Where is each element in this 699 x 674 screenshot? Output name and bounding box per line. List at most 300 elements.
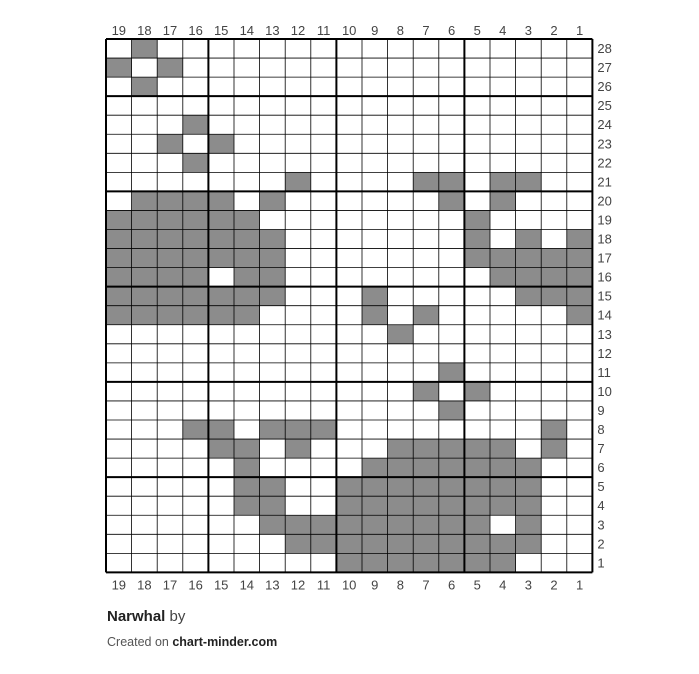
filled-cell <box>183 287 209 306</box>
empty-cell <box>567 210 593 229</box>
empty-cell <box>260 153 286 172</box>
empty-cell <box>106 401 132 420</box>
empty-cell <box>336 249 362 268</box>
empty-cell <box>541 77 567 96</box>
column-number: 16 <box>188 23 203 38</box>
empty-cell <box>464 77 490 96</box>
empty-cell <box>208 325 234 344</box>
empty-cell <box>516 153 542 172</box>
empty-cell <box>132 515 158 534</box>
column-number: 1 <box>575 23 584 38</box>
empty-cell <box>336 172 362 191</box>
empty-cell <box>106 96 132 115</box>
empty-cell <box>362 325 388 344</box>
empty-cell <box>388 210 414 229</box>
empty-cell <box>336 191 362 210</box>
empty-cell <box>439 268 465 287</box>
column-number: 11 <box>316 23 331 38</box>
empty-cell <box>260 172 286 191</box>
empty-cell <box>464 363 490 382</box>
empty-cell <box>106 534 132 553</box>
empty-cell <box>106 153 132 172</box>
empty-cell <box>260 58 286 77</box>
empty-cell <box>157 553 183 572</box>
empty-cell <box>311 230 337 249</box>
empty-cell <box>157 496 183 515</box>
empty-cell <box>208 534 234 553</box>
column-number: 12 <box>290 23 306 38</box>
filled-cell <box>516 515 542 534</box>
empty-cell <box>260 458 286 477</box>
filled-cell <box>388 477 414 496</box>
filled-cell <box>516 287 542 306</box>
column-number: 18 <box>137 577 152 593</box>
empty-cell <box>362 401 388 420</box>
filled-cell <box>388 515 414 534</box>
empty-cell <box>208 477 234 496</box>
filled-cell <box>132 77 158 96</box>
empty-cell <box>183 515 209 534</box>
empty-cell <box>260 534 286 553</box>
empty-cell <box>311 325 337 344</box>
empty-cell <box>234 553 260 572</box>
filled-cell <box>183 210 209 229</box>
empty-cell <box>260 39 286 58</box>
empty-cell <box>260 77 286 96</box>
empty-cell <box>516 58 542 77</box>
empty-cell <box>285 210 311 229</box>
empty-cell <box>183 344 209 363</box>
empty-cell <box>336 306 362 325</box>
empty-cell <box>208 344 234 363</box>
empty-cell <box>413 325 439 344</box>
empty-cell <box>362 153 388 172</box>
empty-cell <box>516 39 542 58</box>
empty-cell <box>388 382 414 401</box>
filled-cell <box>516 230 542 249</box>
empty-cell <box>516 439 542 458</box>
empty-cell <box>439 39 465 58</box>
empty-cell <box>490 39 516 58</box>
filled-cell <box>439 496 465 515</box>
empty-cell <box>285 115 311 134</box>
empty-cell <box>567 458 593 477</box>
filled-cell <box>413 172 439 191</box>
empty-cell <box>208 172 234 191</box>
empty-cell <box>362 420 388 439</box>
filled-cell <box>311 534 337 553</box>
empty-cell <box>285 401 311 420</box>
empty-cell <box>132 534 158 553</box>
empty-cell <box>388 287 414 306</box>
empty-cell <box>157 77 183 96</box>
filled-cell <box>285 172 311 191</box>
empty-cell <box>157 153 183 172</box>
empty-cell <box>413 134 439 153</box>
empty-cell <box>336 439 362 458</box>
empty-cell <box>336 210 362 229</box>
empty-cell <box>285 58 311 77</box>
column-number: 10 <box>341 577 357 593</box>
empty-cell <box>132 172 158 191</box>
empty-cell <box>285 77 311 96</box>
filled-cell <box>132 249 158 268</box>
empty-cell <box>541 172 567 191</box>
empty-cell <box>567 363 593 382</box>
empty-cell <box>285 477 311 496</box>
filled-cell <box>285 534 311 553</box>
empty-cell <box>464 325 490 344</box>
filled-cell <box>285 439 311 458</box>
empty-cell <box>567 172 593 191</box>
empty-cell <box>208 153 234 172</box>
empty-cell <box>541 306 567 325</box>
filled-cell <box>234 268 260 287</box>
empty-cell <box>567 134 593 153</box>
empty-cell <box>516 553 542 572</box>
empty-cell <box>439 115 465 134</box>
filled-cell <box>106 249 132 268</box>
row-number: 2 <box>597 536 605 552</box>
empty-cell <box>567 496 593 515</box>
empty-cell <box>260 401 286 420</box>
empty-cell <box>388 153 414 172</box>
empty-cell <box>311 191 337 210</box>
filled-cell <box>413 477 439 496</box>
empty-cell <box>567 96 593 115</box>
empty-cell <box>413 401 439 420</box>
empty-cell <box>464 191 490 210</box>
empty-cell <box>106 115 132 134</box>
empty-cell <box>234 420 260 439</box>
empty-cell <box>311 58 337 77</box>
empty-cell <box>336 287 362 306</box>
credit-line <box>107 635 277 649</box>
empty-cell <box>362 363 388 382</box>
empty-cell <box>541 401 567 420</box>
column-number: 17 <box>162 577 178 593</box>
empty-cell <box>413 39 439 58</box>
filled-cell <box>208 210 234 229</box>
empty-cell <box>183 553 209 572</box>
empty-cell <box>413 77 439 96</box>
column-number: 4 <box>499 23 507 38</box>
empty-cell <box>516 96 542 115</box>
filled-cell <box>260 268 286 287</box>
filled-cell <box>490 534 516 553</box>
empty-cell <box>183 439 209 458</box>
filled-cell <box>260 249 286 268</box>
filled-cell <box>464 210 490 229</box>
empty-cell <box>285 363 311 382</box>
column-number: 9 <box>371 577 379 593</box>
row-number: 7 <box>597 441 605 457</box>
filled-cell <box>388 496 414 515</box>
filled-cell <box>106 287 132 306</box>
empty-cell <box>541 39 567 58</box>
empty-cell <box>362 382 388 401</box>
empty-cell <box>413 363 439 382</box>
empty-cell <box>413 249 439 268</box>
empty-cell <box>413 58 439 77</box>
chart-title-line <box>107 608 277 625</box>
filled-cell <box>285 420 311 439</box>
empty-cell <box>567 553 593 572</box>
empty-cell <box>336 39 362 58</box>
filled-cell <box>464 249 490 268</box>
empty-cell <box>464 344 490 363</box>
filled-cell <box>413 306 439 325</box>
row-number: 9 <box>597 402 605 418</box>
empty-cell <box>388 306 414 325</box>
empty-cell <box>362 191 388 210</box>
empty-cell <box>567 191 593 210</box>
empty-cell <box>106 458 132 477</box>
empty-cell <box>516 344 542 363</box>
filled-cell <box>567 230 593 249</box>
empty-cell <box>208 39 234 58</box>
empty-cell <box>311 96 337 115</box>
empty-cell <box>567 153 593 172</box>
filled-cell <box>567 249 593 268</box>
empty-cell <box>157 477 183 496</box>
empty-cell <box>157 458 183 477</box>
filled-cell <box>183 249 209 268</box>
empty-cell <box>413 420 439 439</box>
empty-cell <box>311 134 337 153</box>
filled-cell <box>464 477 490 496</box>
column-numbers-bottom <box>112 577 584 592</box>
empty-cell <box>311 153 337 172</box>
column-number: 8 <box>396 577 405 593</box>
filled-cell <box>132 287 158 306</box>
empty-cell <box>567 344 593 363</box>
filled-cell <box>464 496 490 515</box>
empty-cell <box>541 477 567 496</box>
empty-cell <box>336 344 362 363</box>
empty-cell <box>541 58 567 77</box>
filled-cell <box>567 287 593 306</box>
empty-cell <box>490 58 516 77</box>
column-number: 4 <box>499 577 507 593</box>
empty-cell <box>183 39 209 58</box>
empty-cell <box>567 477 593 496</box>
row-number: 17 <box>597 250 612 266</box>
empty-cell <box>208 458 234 477</box>
empty-cell <box>388 230 414 249</box>
empty-cell <box>208 58 234 77</box>
filled-cell <box>132 268 158 287</box>
site-link[interactable]: chart-minder.com <box>172 635 278 649</box>
empty-cell <box>208 382 234 401</box>
empty-cell <box>464 58 490 77</box>
filled-cell <box>362 458 388 477</box>
empty-cell <box>183 363 209 382</box>
empty-cell <box>490 77 516 96</box>
empty-cell <box>439 153 465 172</box>
filled-cell <box>541 420 567 439</box>
filled-cell <box>234 249 260 268</box>
filled-cell <box>541 249 567 268</box>
filled-cell <box>567 306 593 325</box>
empty-cell <box>464 115 490 134</box>
empty-cell <box>260 210 286 229</box>
filled-cell <box>541 287 567 306</box>
empty-cell <box>388 420 414 439</box>
filled-cell <box>541 268 567 287</box>
empty-cell <box>516 363 542 382</box>
chart-title: Narwhal <box>107 608 166 625</box>
filled-cell <box>362 287 388 306</box>
empty-cell <box>311 382 337 401</box>
empty-cell <box>157 382 183 401</box>
empty-cell <box>413 191 439 210</box>
empty-cell <box>106 172 132 191</box>
empty-cell <box>106 382 132 401</box>
empty-cell <box>413 287 439 306</box>
filled-cell <box>234 458 260 477</box>
empty-cell <box>567 382 593 401</box>
filled-cell <box>439 458 465 477</box>
empty-cell <box>183 134 209 153</box>
filled-cell <box>413 553 439 572</box>
row-number: 8 <box>597 422 605 438</box>
filled-cell <box>234 439 260 458</box>
empty-cell <box>157 115 183 134</box>
empty-cell <box>439 287 465 306</box>
empty-cell <box>106 496 132 515</box>
row-number: 14 <box>597 307 612 323</box>
empty-cell <box>132 115 158 134</box>
empty-cell <box>132 363 158 382</box>
filled-cell <box>490 268 516 287</box>
empty-cell <box>567 534 593 553</box>
row-number: 1 <box>597 555 605 571</box>
filled-cell <box>490 191 516 210</box>
empty-cell <box>388 96 414 115</box>
empty-cell <box>208 363 234 382</box>
filled-cell <box>183 153 209 172</box>
empty-cell <box>285 553 311 572</box>
empty-cell <box>336 115 362 134</box>
column-numbers-top <box>112 23 584 38</box>
column-number: 11 <box>316 577 331 593</box>
empty-cell <box>234 325 260 344</box>
filled-cell <box>388 439 414 458</box>
empty-cell <box>208 96 234 115</box>
column-number: 6 <box>447 577 456 593</box>
empty-cell <box>336 96 362 115</box>
row-number: 5 <box>597 479 605 495</box>
filled-cell <box>234 230 260 249</box>
filled-cell <box>439 401 465 420</box>
empty-cell <box>541 115 567 134</box>
filled-cell <box>490 439 516 458</box>
filled-cell <box>260 477 286 496</box>
empty-cell <box>106 553 132 572</box>
filled-cell <box>208 287 234 306</box>
empty-cell <box>285 230 311 249</box>
filled-cell <box>132 230 158 249</box>
empty-cell <box>362 77 388 96</box>
empty-cell <box>413 115 439 134</box>
empty-cell <box>413 210 439 229</box>
filled-cell <box>234 287 260 306</box>
empty-cell <box>106 325 132 344</box>
row-number: 21 <box>597 174 612 190</box>
empty-cell <box>132 401 158 420</box>
empty-cell <box>439 210 465 229</box>
empty-cell <box>490 515 516 534</box>
empty-cell <box>567 115 593 134</box>
empty-cell <box>541 496 567 515</box>
created-on-text: Created on <box>107 635 169 649</box>
filled-cell <box>285 515 311 534</box>
empty-cell <box>234 382 260 401</box>
column-number: 5 <box>473 577 481 593</box>
filled-cell <box>439 515 465 534</box>
empty-cell <box>234 153 260 172</box>
empty-cell <box>157 363 183 382</box>
empty-cell <box>388 134 414 153</box>
empty-cell <box>541 210 567 229</box>
empty-cell <box>311 210 337 229</box>
empty-cell <box>260 96 286 115</box>
row-number: 19 <box>597 212 612 228</box>
filled-cell <box>208 249 234 268</box>
filled-cell <box>336 477 362 496</box>
filled-cell <box>132 210 158 229</box>
column-number: 3 <box>524 23 533 38</box>
filled-cell <box>439 363 465 382</box>
filled-cell <box>362 553 388 572</box>
empty-cell <box>132 96 158 115</box>
empty-cell <box>362 439 388 458</box>
row-number: 23 <box>597 136 612 152</box>
empty-cell <box>285 458 311 477</box>
empty-cell <box>311 458 337 477</box>
empty-cell <box>541 344 567 363</box>
empty-cell <box>490 134 516 153</box>
empty-cell <box>132 134 158 153</box>
empty-cell <box>362 344 388 363</box>
empty-cell <box>311 77 337 96</box>
empty-cell <box>362 115 388 134</box>
filled-cell <box>362 306 388 325</box>
empty-cell <box>311 553 337 572</box>
empty-cell <box>490 363 516 382</box>
empty-cell <box>311 477 337 496</box>
empty-cell <box>567 515 593 534</box>
filled-cell <box>106 210 132 229</box>
empty-cell <box>567 420 593 439</box>
empty-cell <box>336 134 362 153</box>
empty-cell <box>132 420 158 439</box>
empty-cell <box>208 553 234 572</box>
empty-cell <box>567 77 593 96</box>
empty-cell <box>260 325 286 344</box>
filled-cell <box>208 420 234 439</box>
empty-cell <box>285 249 311 268</box>
empty-cell <box>260 439 286 458</box>
column-number: 16 <box>188 577 203 593</box>
empty-cell <box>362 39 388 58</box>
filled-cell <box>362 534 388 553</box>
filled-cell <box>183 191 209 210</box>
column-number: 3 <box>524 577 533 593</box>
empty-cell <box>516 77 542 96</box>
empty-cell <box>388 191 414 210</box>
